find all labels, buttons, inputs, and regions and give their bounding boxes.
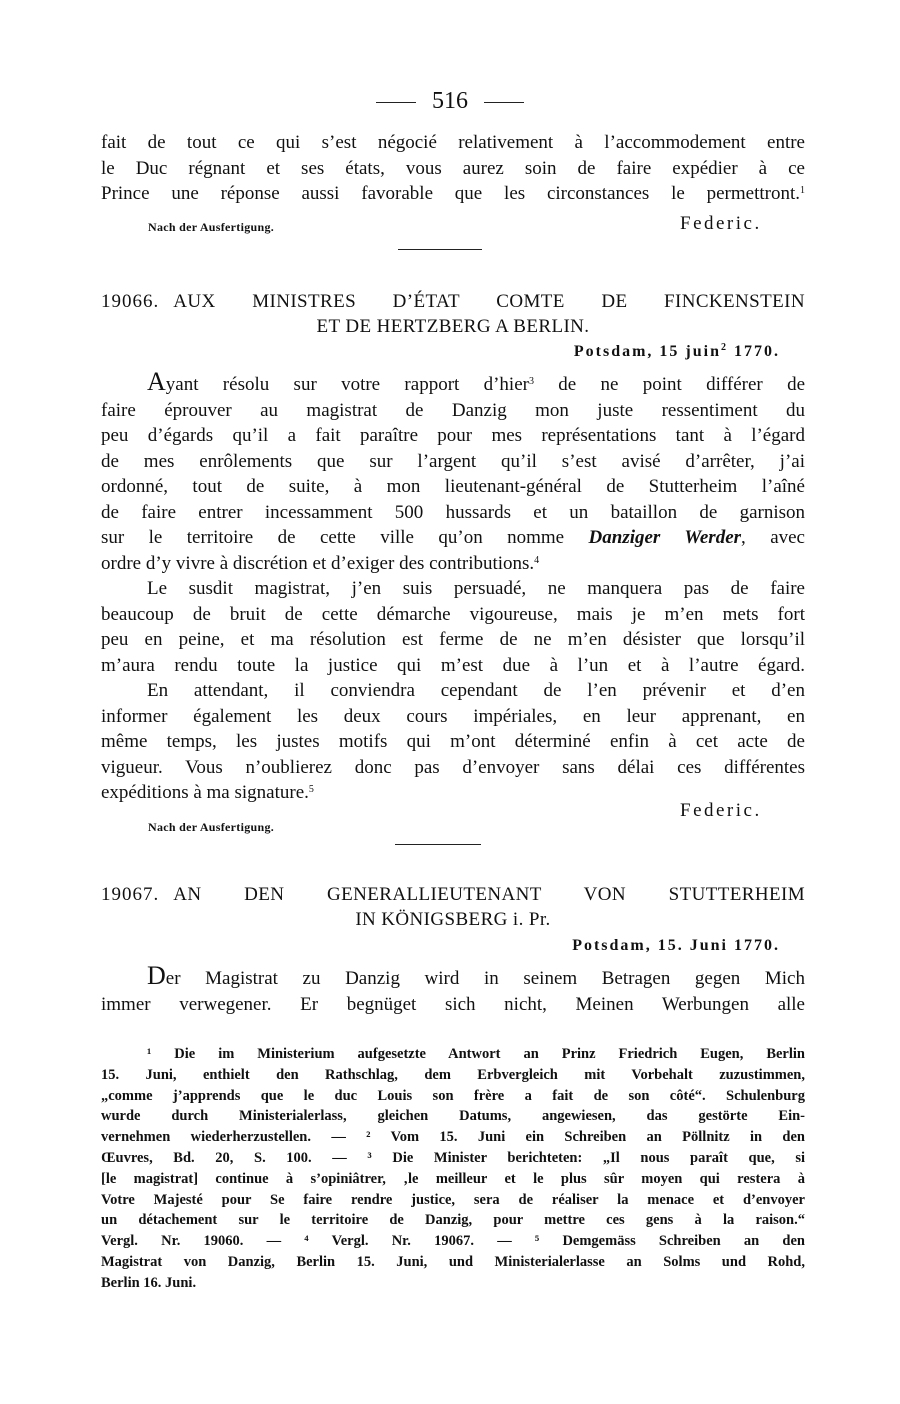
- body-19067-line-1-text: er Magistrat zu Danzig wird in seinem Betragen gegen Mich: [165, 968, 805, 989]
- section-divider-2: [395, 844, 481, 845]
- footnote-line-10: Vergl. Nr. 19060. — ⁴ Vergl. Nr. 19067. — ⁵ Demgemäss Schreiben an den: [101, 1233, 805, 1250]
- signature-19066: Federic.: [680, 800, 762, 821]
- continuation-line-1: fait de tout ce qui s’est négocié relativement à l’accommodement entre: [101, 132, 805, 153]
- body-19066-line-7-a: sur le territoire de cette ville qu’on nomme: [101, 527, 589, 548]
- dateline-19067: Potsdam, 15. Juni 1770.: [572, 937, 780, 954]
- footnote-ref-1: 1: [800, 185, 805, 196]
- body-19066-line-1-b: de ne point différer de: [533, 374, 806, 395]
- letter-heading-19067: [101, 882, 805, 932]
- page-number-dash-left: [376, 102, 416, 103]
- source-note-19066: Nach der Ausfertigung.: [148, 820, 275, 834]
- body-19066-p2-line-1: Le susdit magistrat, j’en suis persuadé, ne manquera pas de faire: [147, 578, 805, 599]
- heading-19067-title: AN DEN GENERALLIEUTENANT VON STUTTERHEIM: [173, 884, 805, 905]
- letter-number-19067: 19067.: [101, 884, 160, 905]
- page-number-row: [0, 88, 900, 115]
- page-number-dash-right: [484, 102, 524, 103]
- place-name-danziger-werder: Danziger Werder: [588, 527, 742, 548]
- footnote-line-12: Berlin 16. Juni.: [101, 1274, 197, 1291]
- footnote-line-4: wurde durch Ministerialerlass, gleichen Datums, angewiesen, das gestörte Ein-: [101, 1108, 805, 1125]
- dateline-19066-place-date: Potsdam, 15 juin: [573, 343, 721, 360]
- body-19066-p3-line-2: informer également les deux cours impériales, en leur apprenant, en: [101, 705, 805, 727]
- body-19066-p3-line-3: même temps, les justes motifs qui m’ont déterminé enfin à cet acte de: [101, 731, 805, 752]
- letter-heading-19066: [101, 289, 805, 339]
- footnote-line-11: Magistrat von Danzig, Berlin 15. Juni, und Ministerialerlasse an Solms und Rohd,: [101, 1253, 805, 1270]
- body-19066-p3-line-4: vigueur. Vous n’oublierez donc pas d’envoyer sans délai ces différentes: [101, 756, 805, 778]
- body-19066-p3-line-5-text: expéditions à ma signature.: [101, 782, 309, 803]
- body-19066-line-8: [101, 551, 805, 577]
- body-19066-p2-line-4: m’aura rendu toute la justice qui m’est due à l’un et à l’autre égard.: [101, 654, 805, 676]
- heading-19066-line-2: ET DE HERTZBERG A BERLIN.: [316, 316, 590, 337]
- body-19066-line-7: [101, 525, 805, 551]
- footnotes: [101, 1044, 805, 1294]
- footnote-line-2: 15. Juni, enthielt den Rathschlag, dem Erbvergleich mit Vorbehalt zuzustimmen,: [101, 1066, 805, 1083]
- dropcap-a: A: [147, 367, 166, 396]
- body-19066-line-6: de faire entrer incessamment 500 hussards et un bataillon de garnison: [101, 501, 805, 523]
- footnote-line-6: Œuvres, Bd. 20, S. 100. — ³ Die Minister berichteten: „Il nous paraît que, si: [101, 1149, 805, 1166]
- section-divider-1: [398, 249, 482, 250]
- footnote-ref-2: 2: [721, 342, 728, 353]
- footnote-line-5: vernehmen wiederherzustellen. — ² Vom 15. Juni ein Schreiben an Pöllnitz in den: [101, 1129, 805, 1146]
- dateline-19066: [574, 343, 780, 361]
- continuation-line-3-text: Prince une réponse aussi favorable que les circonstances le permettront.: [101, 183, 800, 204]
- dateline-19066-year: 1770.: [728, 343, 780, 360]
- continuation-text: [101, 130, 805, 207]
- body-19066-line-5: ordonné, tout de suite, à mon lieutenant-général de Stutterheim l’aîné: [101, 476, 805, 497]
- letter-number-19066: 19066.: [101, 291, 160, 312]
- body-19066-line-2: faire éprouver au magistrat de Danzig mon juste ressentiment du: [101, 399, 805, 421]
- body-19066-p2-line-2: beaucoup de bruit de cette démarche vigoureuse, mais je m’en mets fort: [101, 603, 805, 625]
- heading-19066-line-1: [101, 289, 805, 314]
- signature-top: Federic.: [680, 213, 762, 234]
- body-19066-line-3: peu d’égards qu’il a fait paraître pour mes représentations tant à l’égard: [101, 425, 805, 446]
- footnote-line-1: ¹ Die im Ministerium aufgesetzte Antwort an Prinz Friedrich Eugen, Berlin: [147, 1046, 805, 1062]
- body-19066-p3-line-1: En attendant, il conviendra cependant de l’en prévenir et d’en: [147, 680, 805, 701]
- letter-19066-body: [101, 369, 805, 806]
- heading-19066-title: AUX MINISTRES D’ÉTAT COMTE DE FINCKENSTEIN: [173, 291, 805, 312]
- footnote-ref-5: 5: [308, 784, 314, 795]
- body-19067-line-1: [101, 963, 805, 992]
- body-19066-line-1: [101, 369, 805, 398]
- footnote-line-7: [le magistrat] continue à s’opiniâtrer, ‚le meilleur et le plus sûr moyen qui restera à: [101, 1170, 805, 1187]
- footnote-ref-3: 3: [528, 376, 534, 387]
- body-19066-line-4: de mes enrôlements que sur l’argent qu’il s’est avisé d’arrêter, j’ai: [101, 450, 805, 472]
- letter-19067-body: [101, 963, 805, 1017]
- body-19066-line-7-b: , avec: [741, 527, 805, 548]
- body-19066-line-8-text: ordre d’y vivre à discrétion et d’exiger des contributions.: [101, 552, 535, 574]
- footnote-line-8: Votre Majesté pour Se faire rendre justice, sera de réaliser la menace et d’envoyer: [101, 1191, 805, 1208]
- continuation-line-3: [101, 181, 805, 207]
- heading-19067-line-2: IN KÖNIGSBERG i. Pr.: [355, 909, 551, 930]
- body-19066-p2-line-3: peu en peine, et ma résolution est ferme de ne m’en désister que lorsqu’il: [101, 629, 805, 650]
- dropcap-d: D: [147, 961, 166, 990]
- source-note-top: Nach der Ausfertigung.: [148, 220, 275, 234]
- footnote-ref-4: 4: [534, 554, 540, 566]
- footnote-line-3: „comme j’apprends que le duc Louis son frère a fait de son côté“. Schulenburg: [101, 1087, 805, 1104]
- footnote-line-9: un détachement sur le territoire de Danzig, pour mettre ces gens à la raison.“: [101, 1212, 805, 1229]
- body-19067-line-2: immer verwegener. Er begnüget sich nicht, Meinen Werbungen alle: [101, 993, 805, 1015]
- continuation-line-2: le Duc régnant et ses états, vous aurez soin de faire expédier à ce: [101, 157, 805, 179]
- heading-19067-line-1: [101, 882, 805, 907]
- body-19066-line-1-a: yant résolu sur votre rapport d’hier: [165, 374, 529, 395]
- page-number: 516: [432, 88, 468, 114]
